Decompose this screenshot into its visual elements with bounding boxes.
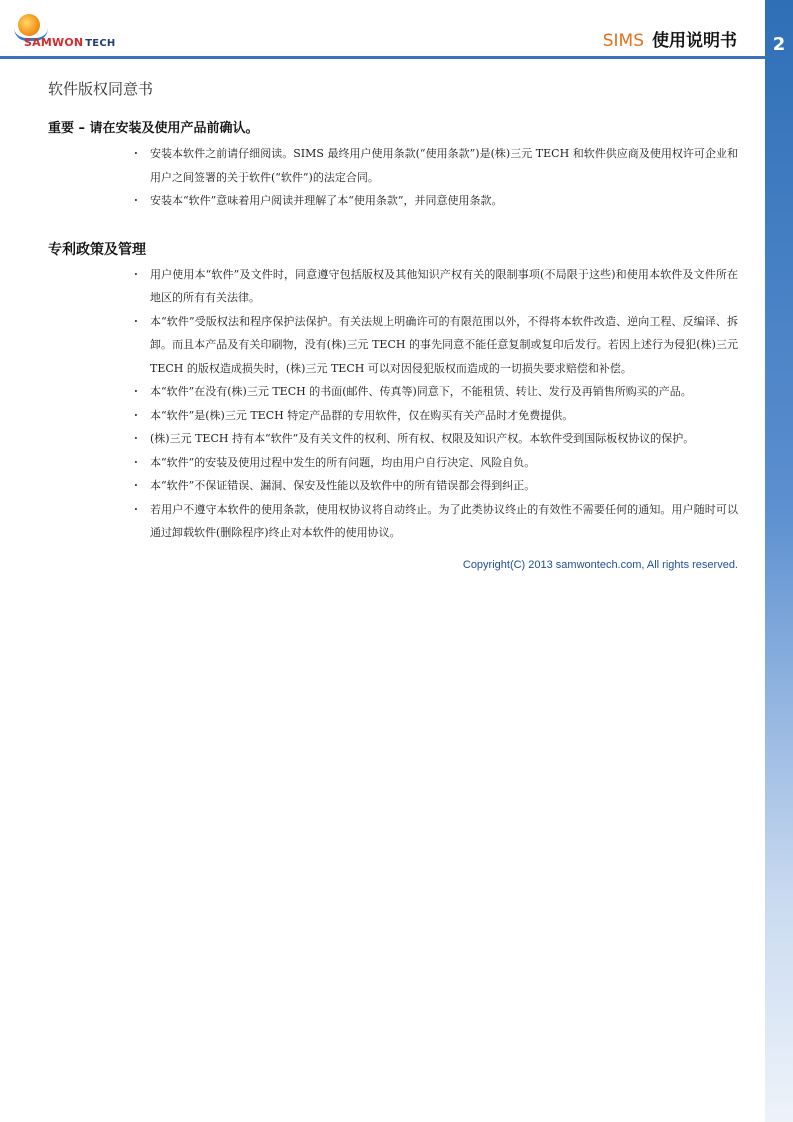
list-item: · 用户使用本“软件”及文件时，同意遵守包括版权及其他知识产权有关的限制事项(不局限于这些)和使用本软件及文件所在地区的所有有关法律。: [134, 263, 738, 310]
document-body: [48, 78, 738, 571]
list-item: · 安装本“软件”意味着用户阅读并理解了本“使用条款”，并同意使用条款。: [134, 189, 738, 213]
intro-list: [48, 142, 738, 213]
policy-list: [48, 263, 738, 545]
copyright-notice: Copyright(C) 2013 samwontech.com, All rights reserved.: [462, 558, 738, 571]
header-divider: [0, 56, 765, 59]
logo-suffix: TECH: [85, 38, 116, 49]
list-item: · 若用户不遵守本软件的使用条款，使用权协议将自动终止。为了此类协议终止的有效性不需要任何的通知。用户随时可以通过卸载软件(删除程序)终止对本软件的使用协议。: [134, 498, 738, 545]
page-header: [0, 0, 765, 60]
logo-wordmark: [24, 36, 115, 49]
list-item: · 本“软件”的安装及使用过程中发生的所有问题，均由用户自行决定、风险自负。: [134, 451, 738, 475]
samwon-tech-logo: [12, 14, 122, 54]
list-item: · (株)三元 TECH 持有本“软件”及有关文件的权利、所有权、权限及知识产权。本软件受到国际板权协议的保护。: [134, 427, 738, 451]
section-title: 软件版权同意书: [48, 80, 154, 98]
manual-title: 使用说明书: [652, 31, 737, 51]
header-title: [603, 26, 737, 51]
list-item: · 本“软件”不保证错误、漏洞、保安及性能以及软件中的所有错误都会得到纠正。: [134, 474, 738, 498]
page-side-bar: [765, 0, 793, 1122]
list-item: · 本“软件”在没有(株)三元 TECH 的书面(邮件、传真等)同意下，不能租赁、转让、发行及再销售所购买的产品。: [134, 380, 738, 404]
list-item: · 本“软件”是(株)三元 TECH 特定产品群的专用软件，仅在购买有关产品时才免费提供。: [134, 404, 738, 428]
important-notice: 重要 – 请在安装及使用产品前确认。: [48, 121, 259, 136]
list-item: · 本“软件”受版权法和程序保护法保护。有关法规上明确许可的有限范围以外，不得将本软件改造、逆向工程、反编译、拆卸。而且本产品及有关印刷物，没有(株)三元 TECH 的事先同意不能任意复制或复印后发行。若因上述行为侵犯(株)三元 TECH 的版权造成损失时，(株)三元 TECH 可以对因侵犯版权而造成的一切损失要求赔偿和补偿。: [134, 310, 738, 381]
list-item: · 安装本软件之前请仔细阅读。SIMS 最终用户使用条款(“使用条款”)是(株)三元 TECH 和软件供应商及使用权许可企业和用户之间签署的关于软件(“软件”)的法定合同。: [134, 142, 738, 189]
policy-heading: 专利政策及管理: [48, 241, 146, 258]
product-name: SIMS: [602, 31, 644, 51]
logo-brand: SAMWON: [24, 36, 84, 49]
page-number: 2: [772, 34, 786, 55]
